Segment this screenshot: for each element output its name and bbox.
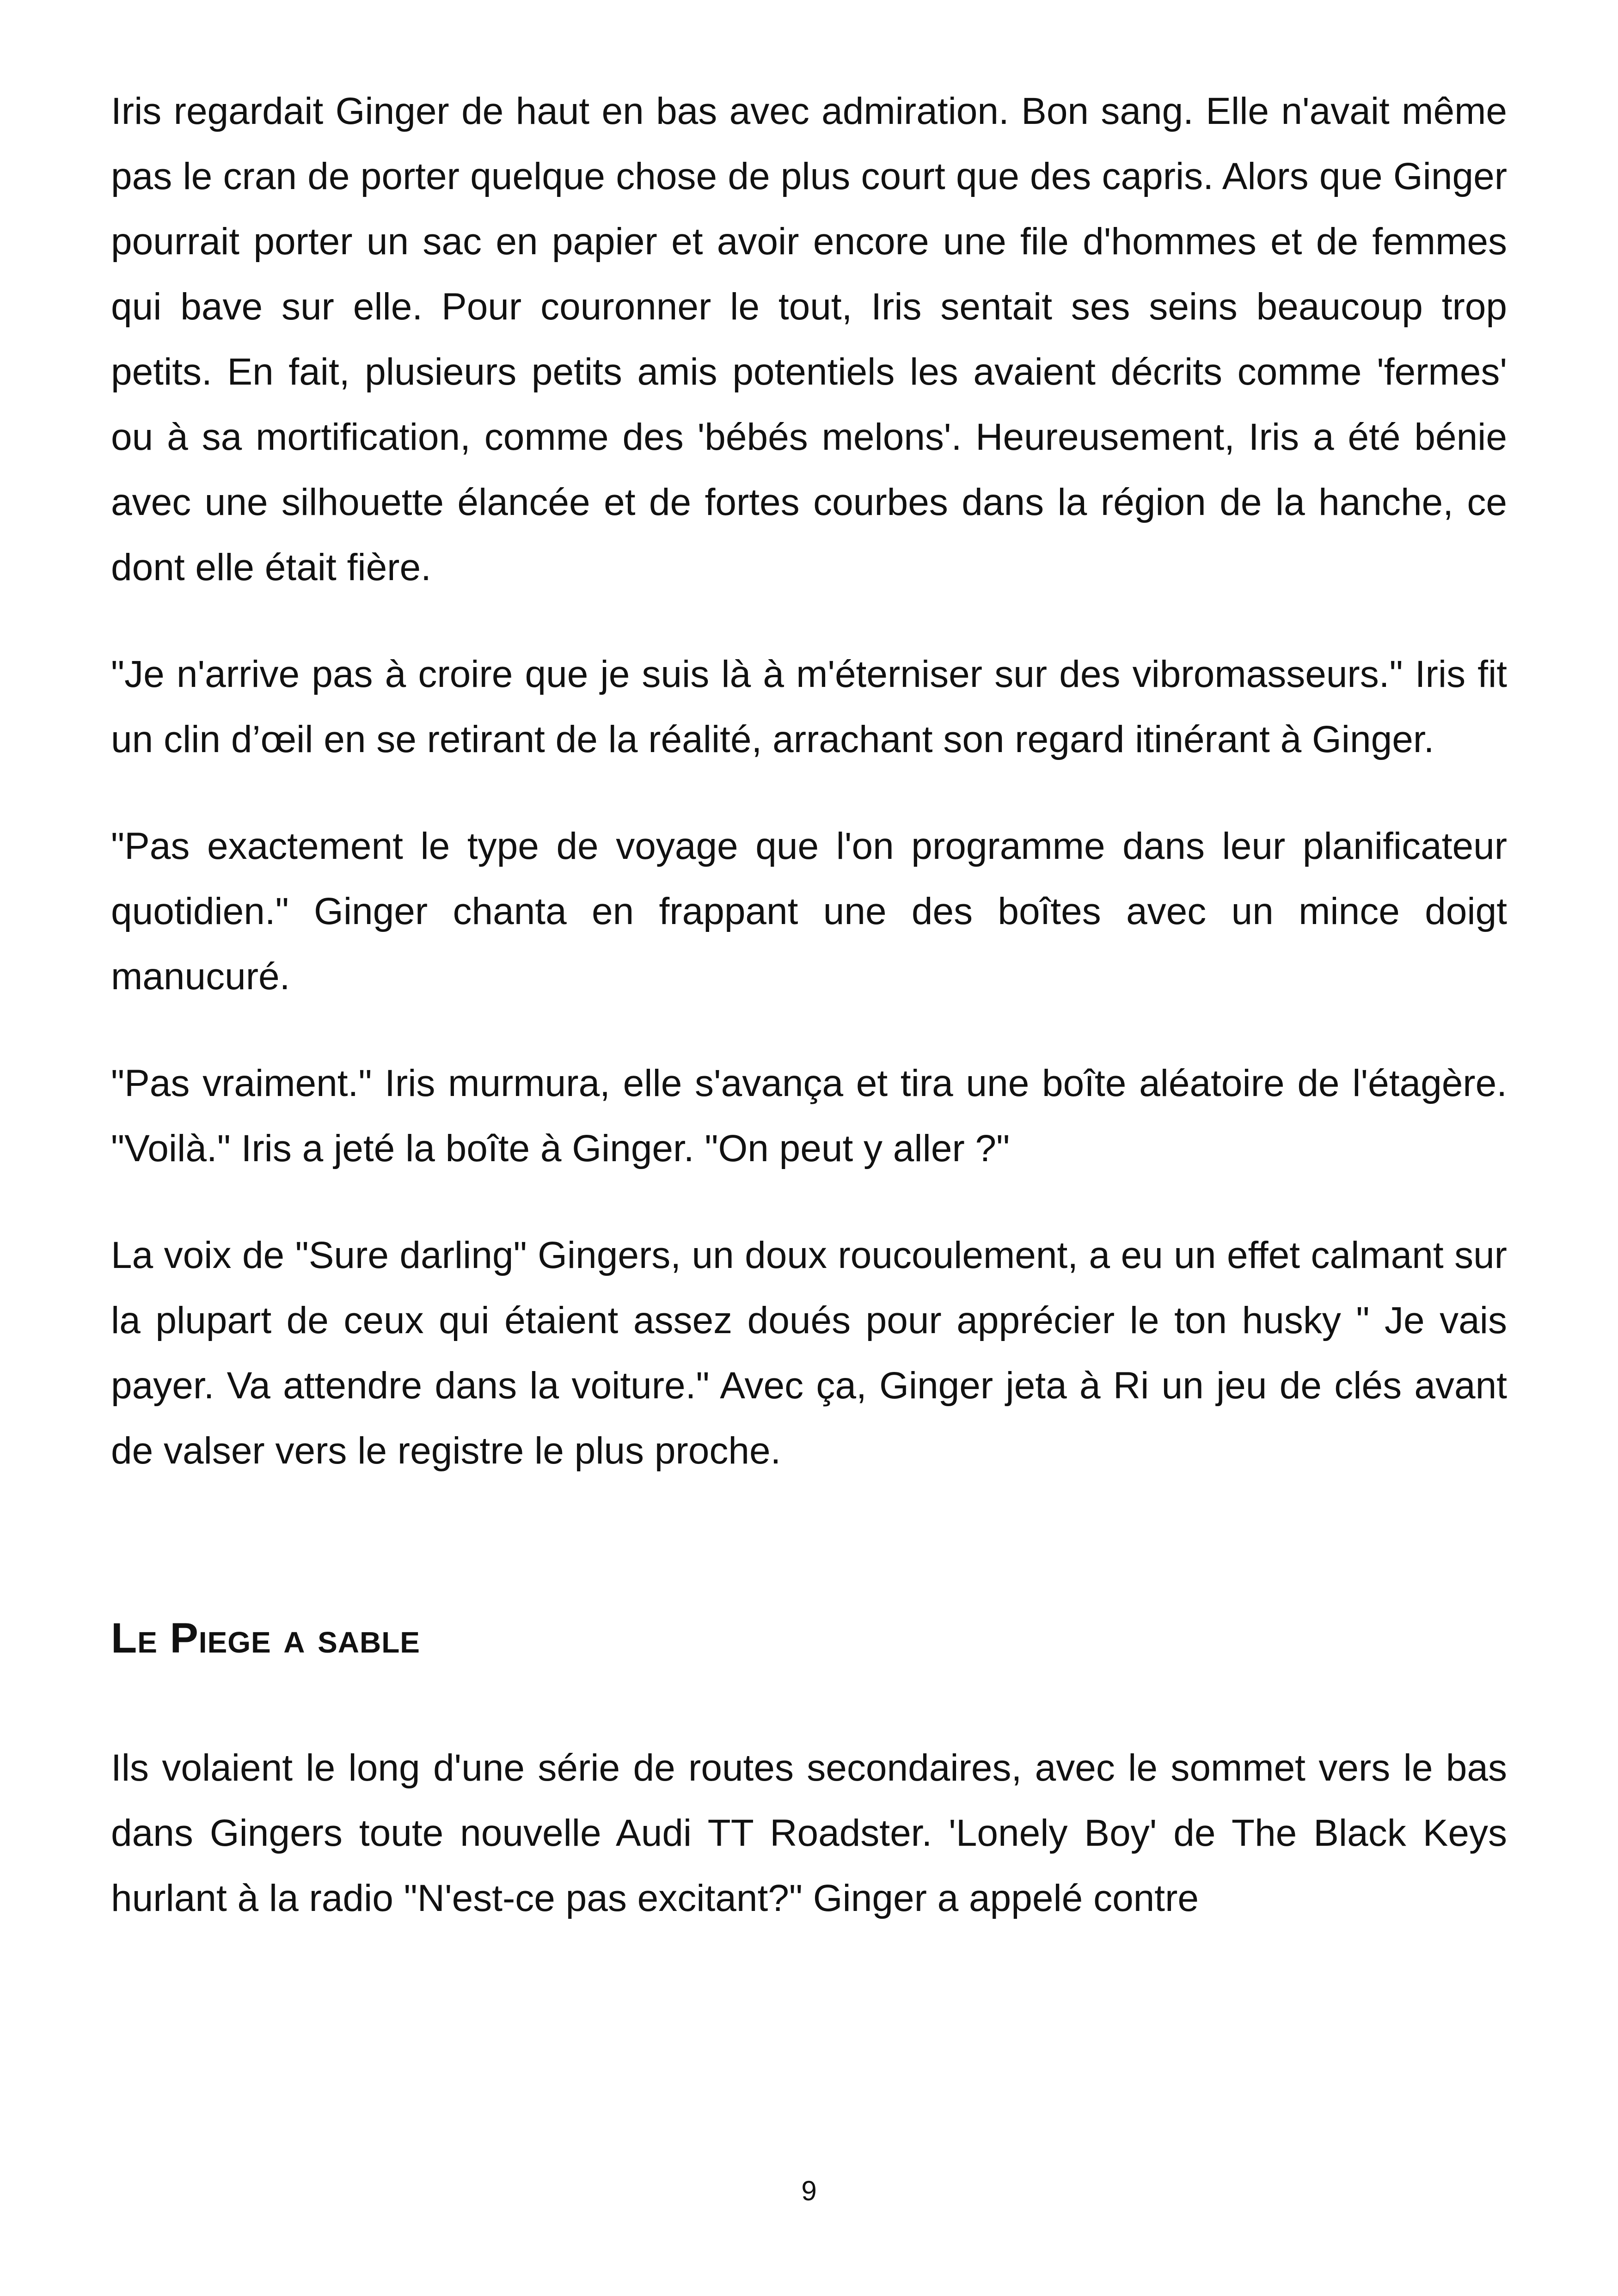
paragraph: Iris regardait Ginger de haut en bas avec admiration. Bon sang. Elle n'avait même pas le cran de porter quelque chose de plus court que des capris. Alors que Ginger pourrait porter un sac en papier et avoir encore une file d'hommes et de femmes qui bave sur elle. Pour couronner le tout, Iris sentait ses seins beaucoup trop petits. En fait, plusieurs petits amis potentiels les avaient décrits comme 'fermes' ou à sa mortification, comme des 'bébés melons'. Heureusement, Iris a été bénie avec une silhouette élancée et de fortes courbes dans la région de la hanche, ce dont elle était fière. <box>111 90 1507 588</box>
paragraph: "Pas exactement le type de voyage que l'on programme dans leur planificateur quotidien." Ginger chanta en frappant une des boîtes avec un mince doigt manucuré. <box>111 825 1507 998</box>
page-number: 9 <box>801 2175 817 2206</box>
page-body <box>111 79 1507 1972</box>
paragraph: "Je n'arrive pas à croire que je suis là à m'éterniser sur des vibromasseurs." Iris fit un clin d’œil en se retirant de la réalité, arrachant son regard itinérant à Ginger. <box>111 653 1507 760</box>
paragraph: Ils volaient le long d'une série de routes secondaires, avec le sommet vers le bas dans Gingers toute nouvelle Audi TT Roadster. 'Lonely Boy' de The Black Keys hurlant à la radio "N'est-ce pas excitant?" Ginger a appelé contre <box>111 1747 1507 1919</box>
paragraph: La voix de "Sure darling" Gingers, un doux roucoulement, a eu un effet calmant sur la plupart de ceux qui étaient assez doués pour apprécier le ton husky " Je vais payer. Va attendre dans la voiture." Avec ça, Ginger jeta à Ri un jeu de clés avant de valser vers le registre le plus proche. <box>111 1234 1507 1472</box>
section-heading: Le Piege a sable <box>111 1615 420 1662</box>
paragraph: "Pas vraiment." Iris murmura, elle s'avança et tira une boîte aléatoire de l'étagère. "Voilà." Iris a jeté la boîte à Ginger. "On peut y aller ?" <box>111 1062 1507 1169</box>
